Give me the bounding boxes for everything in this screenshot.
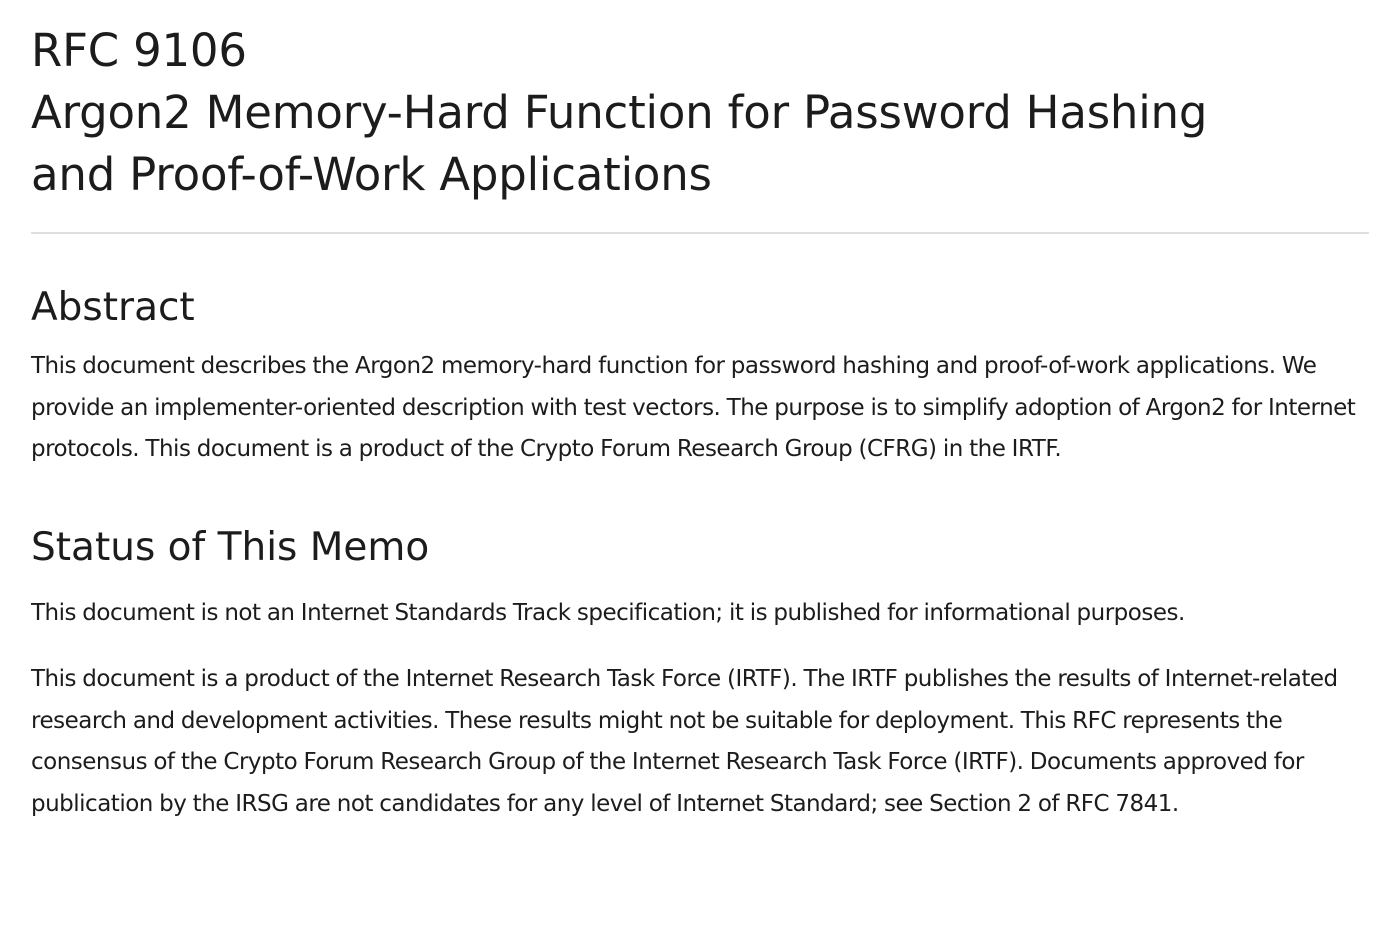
abstract-heading: Abstract [31, 285, 195, 330]
status-paragraph-1: This document is not an Internet Standards Track specification; it is published for informational purposes. [31, 599, 1185, 626]
rfc-number: RFC 9106 [31, 24, 247, 77]
status-heading: Status of This Memo [31, 524, 430, 570]
title-line-1: Argon2 Memory-Hard Function for Password Hashing [31, 86, 1208, 139]
status-paragraph-2: This document is a product of the Internet Research Task Force (IRTF). The IRTF publishes the results of Internet-related research and development activities. These results might not be suitable for deployment. This RFC represents the consensus of the Crypto Forum Research Group of the Internet Research Task Force (IRTF). Documents approved for publication by the IRSG are not candidates for any level of Internet Standard; see Section 2 of RFC 7841. [31, 666, 1338, 817]
document-title [31, 0, 1369, 206]
abstract-paragraph: This document describes the Argon2 memory-hard function for password hashing and proof-of-work applications. We provide an implementer-oriented description with test vectors. The purpose is to simplify adoption of Argon2 for Internet protocols. This document is a product of the Crypto Forum Research Group (CFRG) in the IRTF. [31, 353, 1356, 462]
title-divider [31, 232, 1369, 234]
title-line-2: and Proof-of-Work Applications [31, 148, 712, 201]
